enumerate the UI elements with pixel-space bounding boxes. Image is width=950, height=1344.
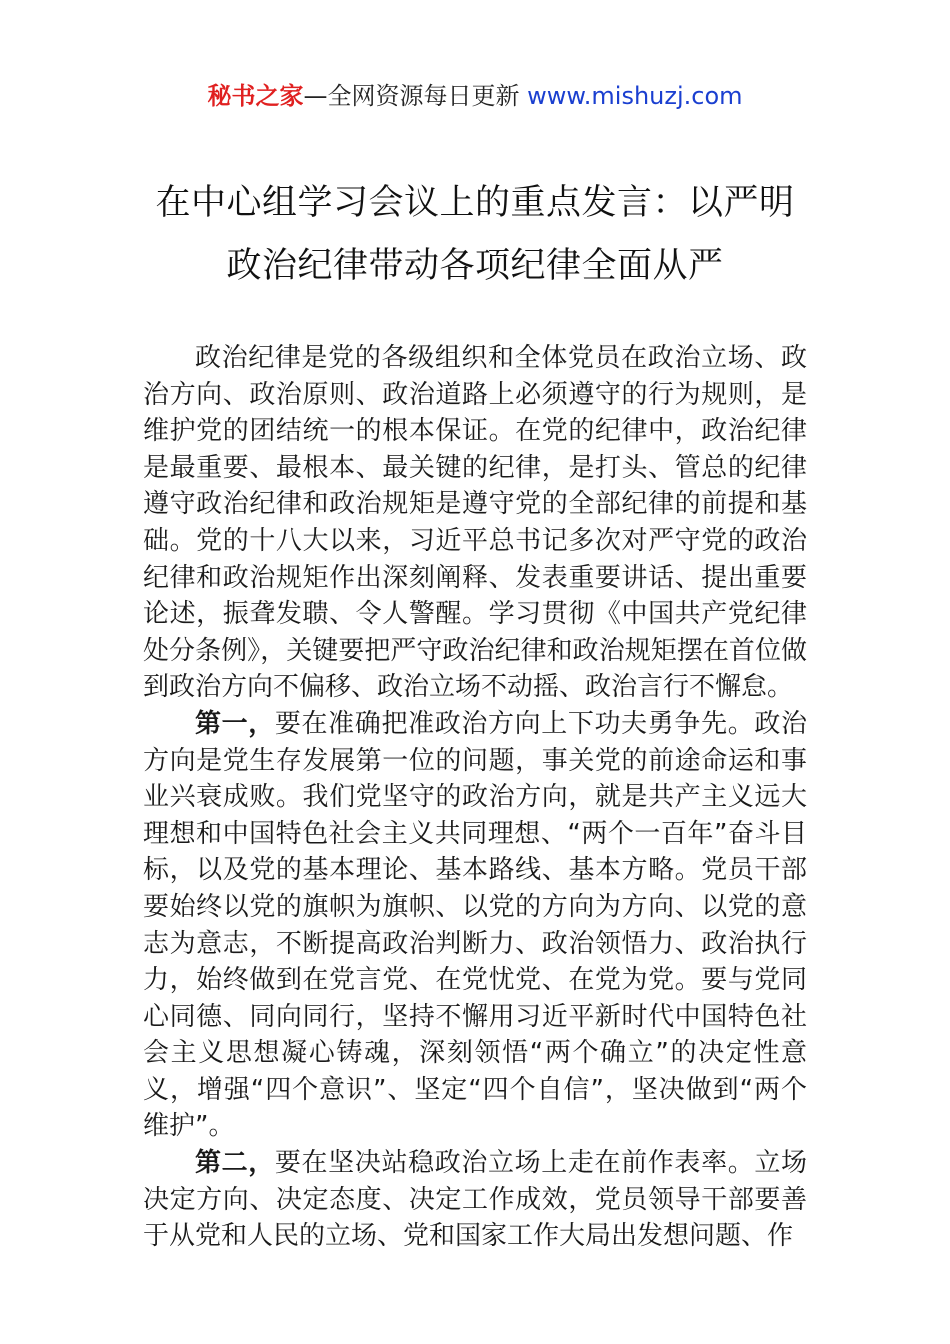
paragraph-second <box>143 1145 807 1255</box>
site-brand[interactable]: 秘书之家 <box>207 82 304 110</box>
site-url-link[interactable]: www.mishuzj.com <box>527 82 743 110</box>
paragraph-lead: 第一， <box>195 708 275 739</box>
site-tagline: —全网资源每日更新 <box>303 82 528 110</box>
paragraph-intro <box>143 340 807 706</box>
paragraph-text: 政治纪律是党的各级组织和全体党员在政治立场、政治方向、政治原则、政治道路上必须遵守的行为规则，是维护党的团结统一的根本保证。在党的纪律中，政治纪律是最重要、最根本、最关键的纪律，是打头、管总的纪律遵守政治纪律和政治规矩是遵守党的全部纪律的前提和基础。党的十八大以来，习近平总书记多次对严守党的政治纪律和政治规矩作出深刻阐释、发表重要讲话、提出重要论述，振聋发聩、令人警醒。学习贯彻《中国共产党纪律处分条例》，关键要把严守政治纪律和政治规矩摆在首位做到政治方向不偏移、政治立场不动摇、政治言行不懈怠。 <box>143 343 807 703</box>
paragraph-text: 要在准确把准政治方向上下功夫勇争先。政治方向是党生存发展第一位的问题，事关党的前途命运和事业兴衰成败。我们党坚守的政治方向，就是共产主义远大理想和中国特色社会主义共同理想、“两个一百年”奋斗目标，以及党的基本理论、基本路线、基本方略。党员干部要始终以党的旗帜为旗帜、以党的方向为方向、以党的意志为意志，不断提高政治判断力、政治领悟力、政治执行力，始终做到在党言党、在党忧党、在党为党。要与党同心同德、同向同行，坚持不懈用习近平新时代中国特色社会主义思想凝心铸魂，深刻领悟“两个确立”的决定性意义，增强“四个意识”、坚定“四个自信”，坚决做到“两个维护”。 <box>143 708 807 1142</box>
paragraph-first <box>143 706 807 1145</box>
site-header <box>0 80 950 112</box>
document-title <box>60 172 890 298</box>
title-line-1: 在中心组学习会议上的重点发言：以严明 <box>155 183 795 223</box>
paragraph-text: 要在坚决站稳政治立场上走在前作表率。立场决定方向、决定态度、决定工作成效，党员领导干部要善于从党和人民的立场、党和国家工作大局出发想问题、作 <box>143 1148 807 1252</box>
title-line-2: 政治纪律带动各项纪律全面从严 <box>226 246 724 286</box>
paragraph-lead: 第二， <box>195 1148 275 1179</box>
document-body <box>143 340 807 1255</box>
